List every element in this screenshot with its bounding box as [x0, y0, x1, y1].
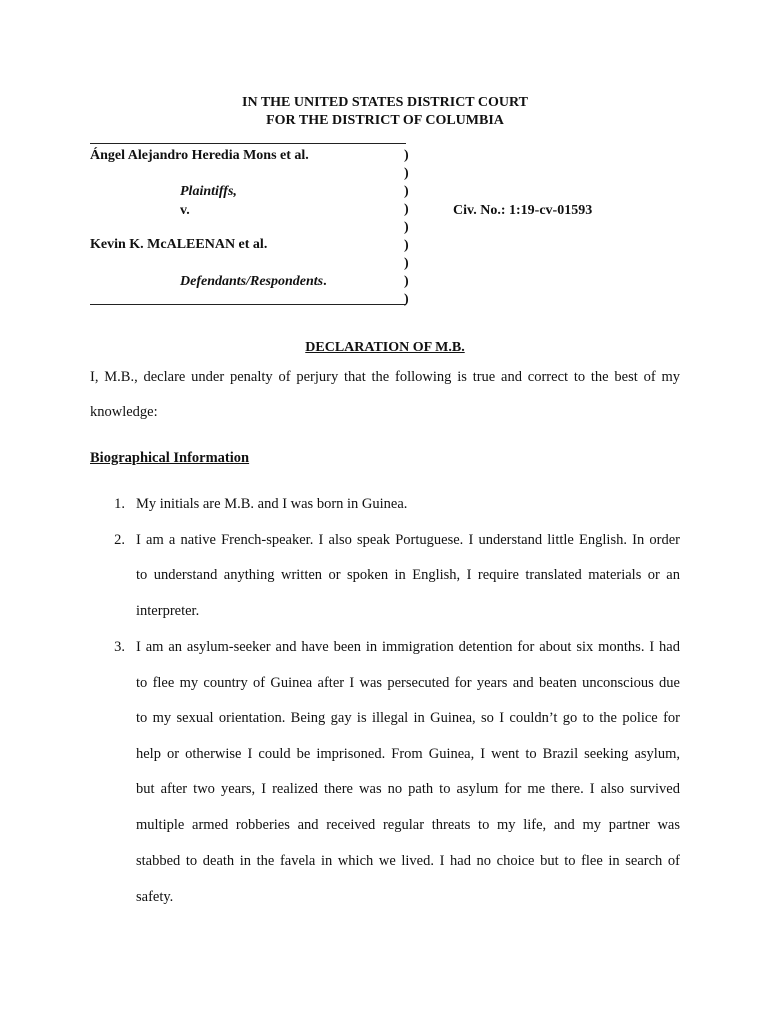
caption-paren: ): [404, 238, 409, 253]
court-name-line-1: IN THE UNITED STATES DISTRICT COURT: [242, 95, 528, 110]
caption-paren: ): [404, 148, 409, 163]
item-2-line-3: interpreter.: [136, 603, 200, 619]
item-3-line-6: multiple armed robberies and received regular threats to my life, and my partner was: [136, 817, 680, 833]
caption-paren: ): [404, 274, 409, 289]
civil-case-number: Civ. No.: 1:19-cv-01593: [453, 203, 593, 218]
item-number: 1.: [114, 496, 125, 512]
item-number: 2.: [114, 532, 125, 548]
item-3-line-8: safety.: [136, 889, 174, 905]
intro-line-1: I, M.B., declare under penalty of perjury that the following is true and correct to the best of my: [90, 369, 680, 385]
defendants-label: Defendants/Respondents: [180, 274, 324, 289]
caption-paren: ): [404, 256, 409, 271]
item-number: 3.: [114, 639, 125, 655]
item-2-line-2: to understand anything written or spoken in English, I require translated materials or an: [136, 567, 680, 583]
court-name-line-2: FOR THE DISTRICT OF COLUMBIA: [266, 113, 504, 128]
caption-paren: ): [404, 220, 409, 235]
item-3-line-4: help or otherwise I could be imprisoned. From Guinea, I went to Brazil seeking asylum,: [136, 746, 680, 762]
caption-bottom-rule: [90, 304, 406, 305]
item-3-line-1: I am an asylum-seeker and have been in immigration detention for about six months. I had: [136, 639, 680, 655]
item-3-line-3: to my sexual orientation. Being gay is illegal in Guinea, so I couldn’t go to the police for: [136, 710, 680, 726]
intro-line-2: knowledge:: [90, 404, 158, 420]
caption-paren: ): [404, 166, 409, 181]
defendants-label-period: .: [323, 274, 327, 289]
versus-label: v.: [180, 203, 190, 218]
item-3-line-7: stabbed to death in the favela in which we lived. I had no choice but to flee in search of: [136, 853, 680, 869]
plaintiffs-label: Plaintiffs,: [180, 184, 237, 199]
caption-paren-column: [404, 147, 418, 309]
section-heading-biographical: Biographical Information: [90, 450, 250, 466]
item-3-line-5: but after two years, I realized there was no path to asylum for me there. I also survived: [136, 781, 680, 797]
item-1-line-1: My initials are M.B. and I was born in Guinea.: [136, 496, 408, 512]
caption-paren: ): [404, 184, 409, 199]
caption-top-rule: [90, 143, 406, 144]
plaintiff-name: Ángel Alejandro Heredia Mons et al.: [90, 148, 309, 163]
caption-paren: ): [404, 292, 409, 307]
caption-paren: ): [404, 202, 409, 217]
declaration-title: DECLARATION OF M.B.: [305, 340, 465, 355]
defendant-name: Kevin K. McALEENAN et al.: [90, 237, 268, 252]
defendants-label-line: [180, 273, 327, 290]
item-3-line-2: to flee my country of Guinea after I was persecuted for years and beaten unconscious due: [136, 675, 680, 691]
item-2-line-1: I am a native French-speaker. I also speak Portuguese. I understand little English. In order: [136, 532, 680, 548]
